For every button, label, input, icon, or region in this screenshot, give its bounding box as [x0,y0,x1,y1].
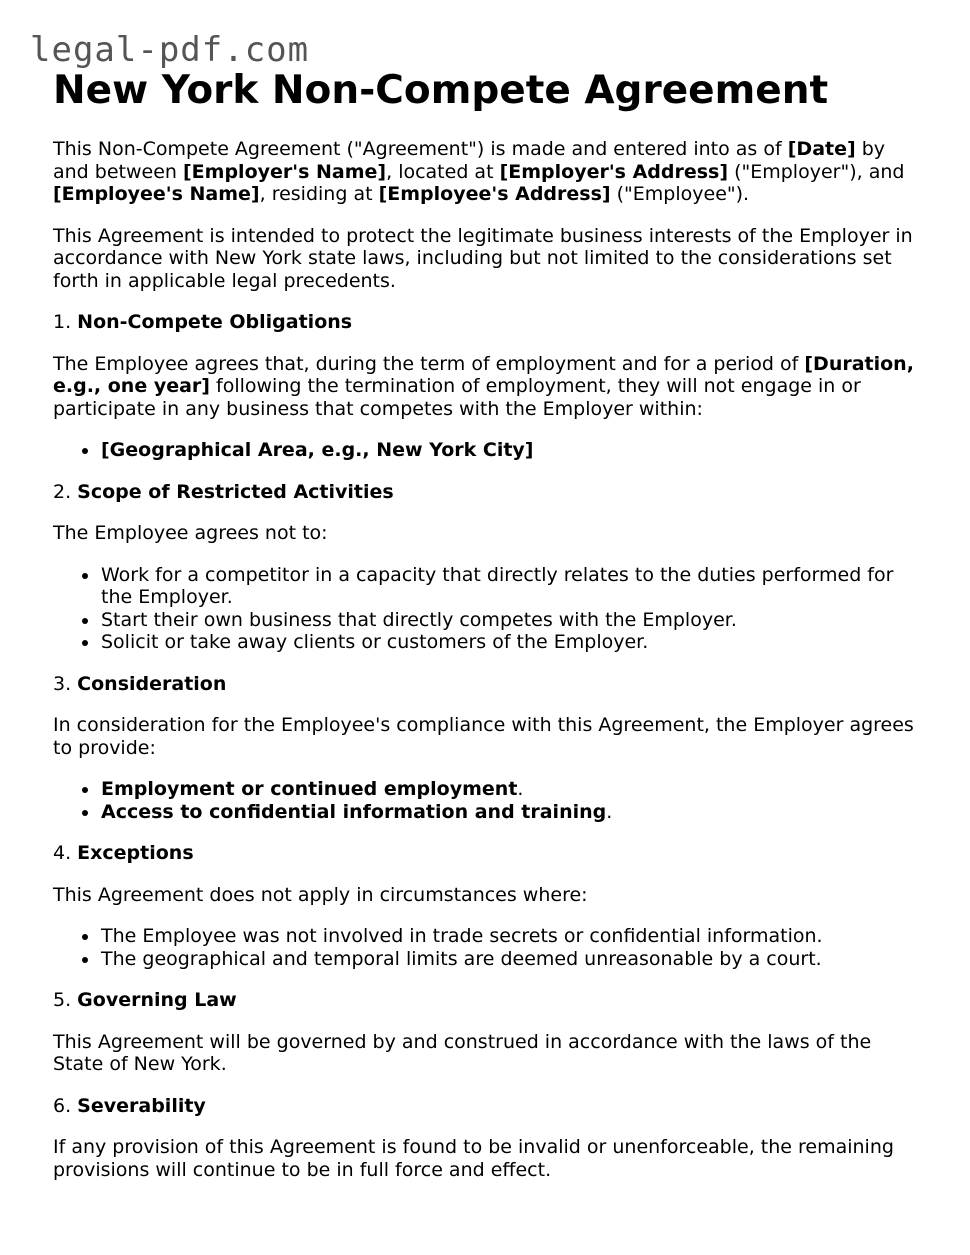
document-body [53,68,923,1181]
section-number: 4. [53,842,78,864]
list-item [101,801,923,824]
paragraph-text: The Employee agrees that, during the term of employment and for a period of [53,352,805,375]
list-item: Start their own business that directly competes with the Employer. [101,609,923,632]
section-paragraph: This Agreement will be governed by and construed in accordance with the laws of the State of New York. [53,1030,872,1075]
section-number: 1. [53,311,78,333]
section-heading-scope [53,481,923,504]
area-list [53,439,923,462]
section-heading-non-compete [53,311,923,334]
intro-paragraph [53,138,923,206]
restricted-activities-list [53,564,923,654]
section-title: Scope of Restricted Activities [77,480,394,503]
section-heading-exceptions [53,842,923,865]
employee-name-placeholder: [Employee's Name] [53,183,260,205]
section-title: Governing Law [77,989,237,1011]
section-heading-governing-law [53,989,923,1012]
consideration-list [53,778,923,823]
intro-text: by and between [53,138,886,183]
list-item: Solicit or take away clients or customers of the Employer. [101,631,923,654]
list-item-period: . [606,800,613,823]
section-number: 3. [53,672,78,695]
duration-placeholder: [Duration, e.g., one year] [53,352,914,397]
employer-name-placeholder: [Employer's Name] [183,160,387,183]
section-paragraph: The Employee agrees not to: [53,522,328,544]
section-title: Consideration [77,672,227,695]
date-placeholder: [Date] [787,138,856,160]
purpose-paragraph: This Agreement is intended to protect the legitimate business interests of the Employer in accordance with New York state laws, including but not limited to the considerations set forth in applicable legal precedents. [53,224,913,292]
section-paragraph [53,353,923,421]
document-title: New York Non-Compete Agreement [53,68,829,113]
intro-text: ("Employee"). [610,183,750,205]
intro-text: ("Employer"), and [728,160,905,183]
section-paragraph: This Agreement does not apply in circumstances where: [53,883,588,906]
intro-text: This Non-Compete Agreement ("Agreement") is made and entered into as of [53,138,788,160]
intro-text: , residing at [259,183,379,205]
section-title: Exceptions [77,842,194,864]
list-item-bold: Employment or continued employment [101,778,518,800]
list-item-bold: Access to confidential information and training [101,800,607,823]
intro-text: , located at [386,160,500,183]
list-item: The Employee was not involved in trade secrets or confidential information. [101,925,923,948]
section-number: 5. [53,989,78,1011]
section-number: 2. [53,480,78,503]
exceptions-list [53,925,923,970]
list-item-period: . [517,778,524,800]
section-paragraph: In consideration for the Employee's compliance with this Agreement, the Employer agrees to provide: [53,714,914,759]
area-placeholder: [Geographical Area, e.g., New York City] [101,439,534,461]
section-paragraph: If any provision of this Agreement is found to be invalid or unenforceable, the remaining provisions will continue to be in full force and effect. [53,1136,894,1181]
section-title: Non-Compete Obligations [77,311,353,333]
paragraph-text: following the termination of employment, they will not engage in or participate in any business that competes with the Employer within: [53,375,861,420]
section-title: Severability [77,1094,206,1117]
list-item: The geographical and temporal limits are deemed unreasonable by a court. [101,948,923,971]
section-heading-consideration [53,673,923,696]
list-item [101,778,923,801]
employee-address-placeholder: [Employee's Address] [378,183,611,205]
section-heading-severability [53,1095,923,1118]
section-number: 6. [53,1094,78,1117]
list-item: Work for a competitor in a capacity that directly relates to the duties performed for the Employer. [101,564,923,609]
list-item [101,439,923,462]
watermark-text: legal-pdf.com [30,30,310,70]
employer-address-placeholder: [Employer's Address] [499,160,729,183]
